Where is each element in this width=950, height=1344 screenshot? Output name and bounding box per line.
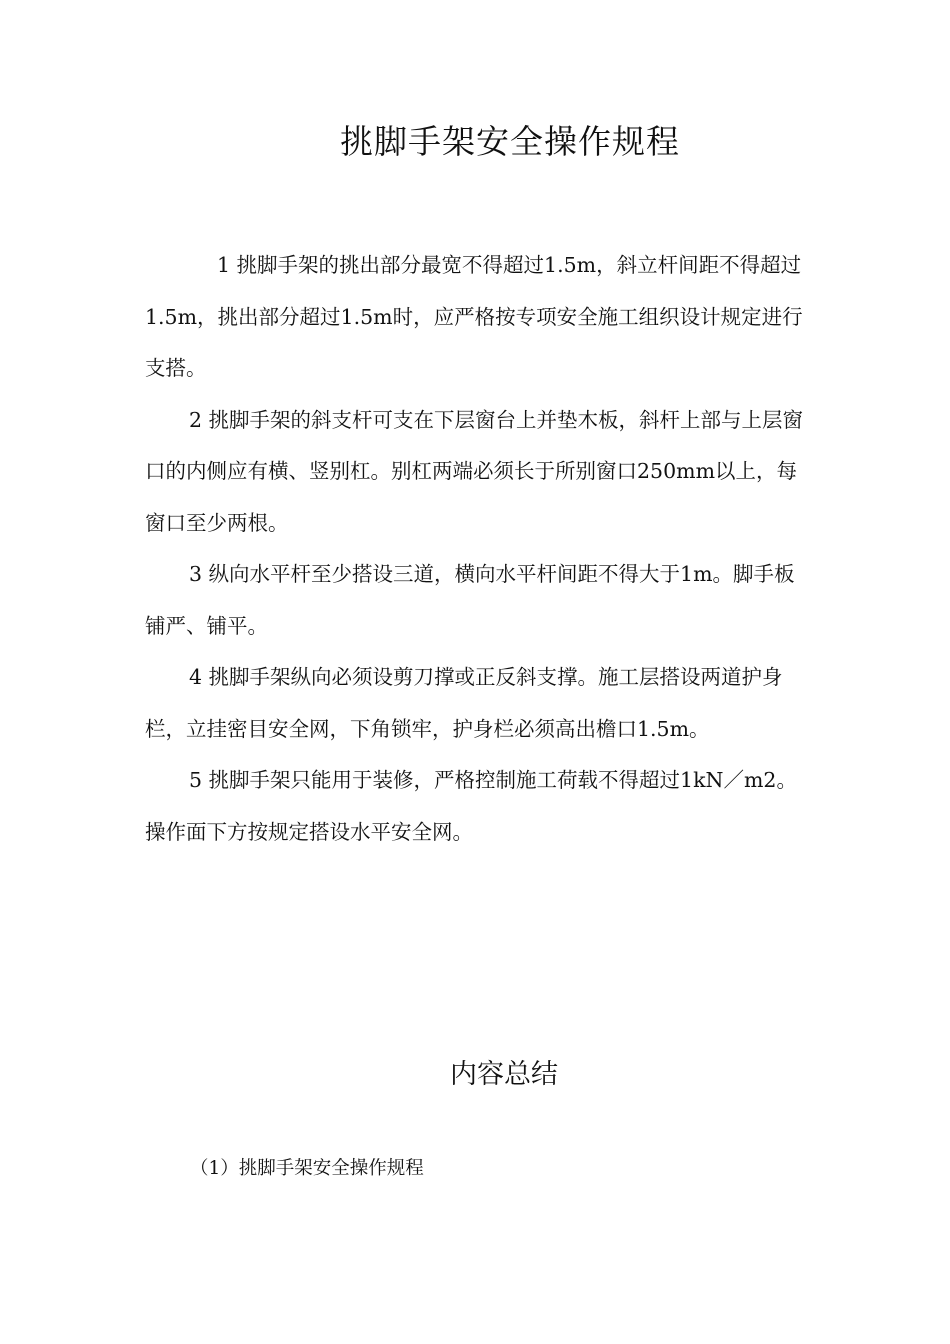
paragraph-3: 3 纵向水平杆至少搭设三道，横向水平杆间距不得大于1m。脚手板铺严、铺平。 — [145, 562, 795, 638]
summary-item: （1）挑脚手架安全操作规程 — [190, 1158, 424, 1179]
document-body — [145, 240, 809, 858]
document-title: 挑脚手架安全操作规程 — [340, 122, 680, 161]
paragraph-1: 1 挑脚手架的挑出部分最宽不得超过1.5m，斜立杆间距不得超过1.5m，挑出部分超过1.5m时，应严格按专项安全施工组织设计规定进行支搭。 — [145, 253, 803, 380]
summary-heading: 内容总结 — [450, 1059, 558, 1090]
paragraph-4: 4 挑脚手架纵向必须设剪刀撑或正反斜支撑。施工层搭设两道护身栏，立挂密目安全网，下角锁牢，护身栏必须高出檐口1.5m。 — [145, 665, 783, 741]
paragraph-5: 5 挑脚手架只能用于装修，严格控制施工荷载不得超过1kN／m2。操作面下方按规定搭设水平安全网。 — [145, 768, 797, 844]
paragraph-2: 2 挑脚手架的斜支杆可支在下层窗台上并垫木板，斜杆上部与上层窗口的内侧应有横、竖别杠。别杠两端必须长于所别窗口250mm以上，每窗口至少两根。 — [145, 407, 804, 535]
